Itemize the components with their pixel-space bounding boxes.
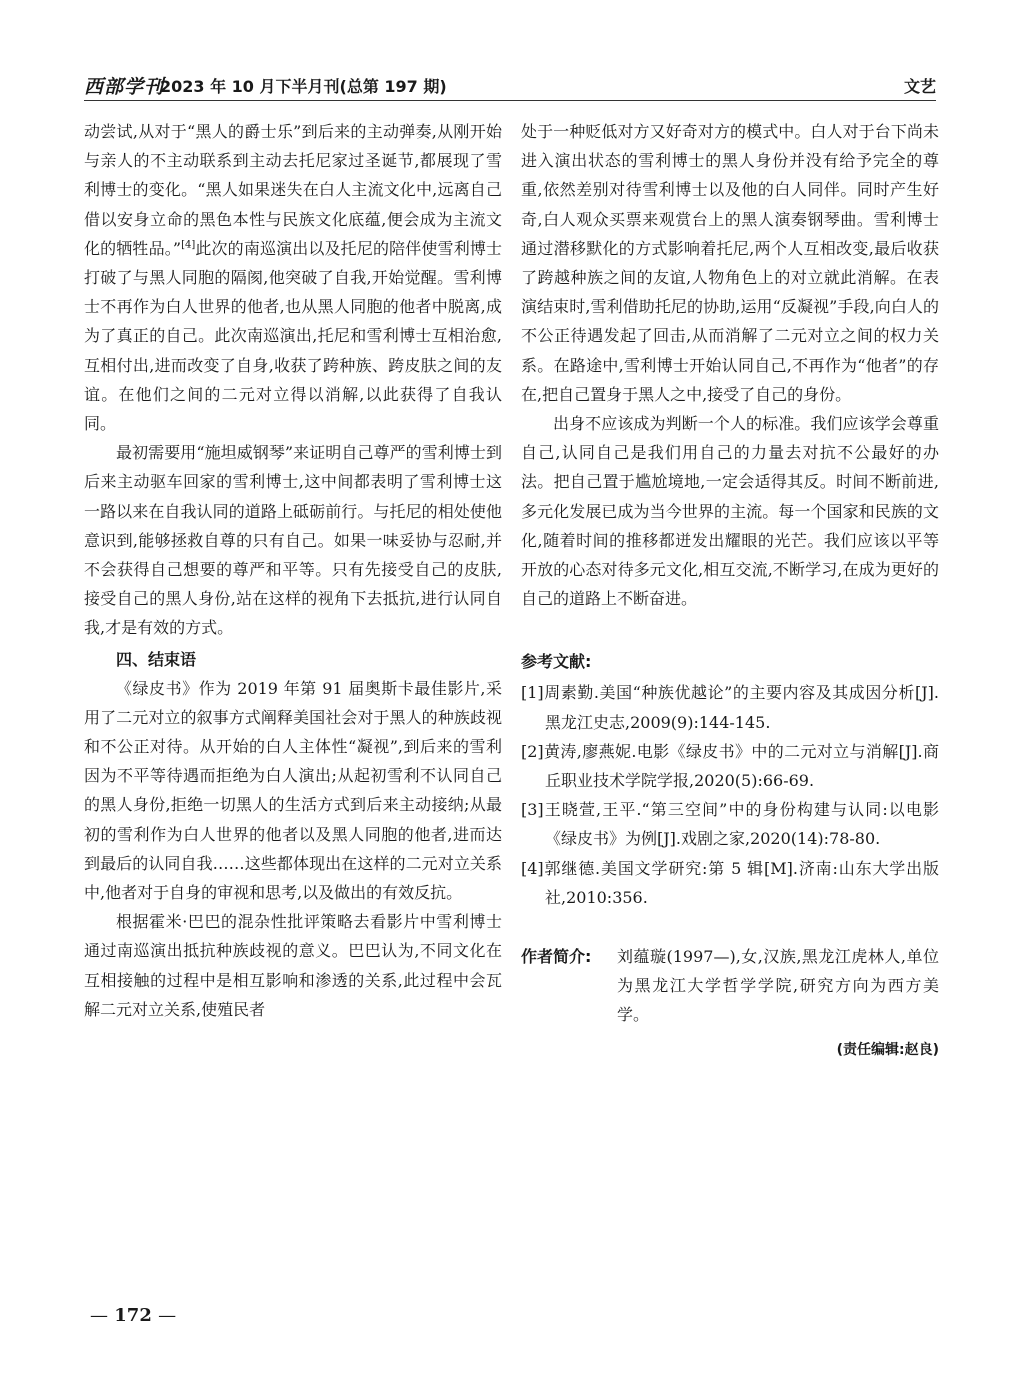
body-paragraph: 《绿皮书》作为 2019 年第 91 届奥斯卡最佳影片,采用了二元对立的叙事方式阐释美国社会对于黑人的种族歧视和不公正对待。从开始的白人主体性“凝视”,到后来的雪利因为不平等待遇而拒绝为白人演出;从起初雪利不认同自己的黑人身份,拒绝一切黑人的生活方式到后来主动接纳;从最初的雪利作为白人世界的他者以及黑人同胞的他者,进而达到最后的认同自我……这些都体现出在这样的二元对立关系中,他者对于自身的审视和思考,以及做出的有效反抗。 xyxy=(84,678,502,903)
section-name: 文艺 xyxy=(903,77,936,96)
issue-info: 2023 年 10 月下半月刊(总第 197 期) xyxy=(160,77,447,96)
editor-note: (责任编辑:赵良) xyxy=(836,1042,939,1059)
body-paragraph: 出身不应该成为判断一个人的标准。我们应该学会尊重自己,认同自己是我们用自己的力量去对抗不公最好的办法。把自己置于尴尬境地,一定会适得其反。时间不断前进,多元化发展已成为当今世界的主流。每一个国家和民族的文化,随着时间的推移都迸发出耀眼的光芒。我们应该以平等开放的心态对待多元文化,相互交流,不断学习,在成为更好的自己的道路上不断奋进。 xyxy=(521,414,939,609)
body-paragraph: 处于一种贬低对方又好奇对方的模式中。白人对于台下尚未进入演出状态的雪利博士的黑人身份并没有给予完全的尊重,依然差别对待雪利博士以及他的白人同伴。同时产生好奇,白人观众买票来观赏台上的黑人演奏钢琴曲。雪利博士通过潜移默化的方式影响着托尼,两个人互相改变,最后收获了跨越种族之间的友谊,人物角色上的对立就此消解。在表演结束时,雪利借助托尼的协助,运用“反凝视”手段,向白人的不公正待遇发起了回击,从而消解了二元对立之间的权力关系。在路途中,雪利博士开始认同自己,不再作为“他者”的存在,把自己置身于黑人之中,接受了自己的身份。 xyxy=(521,122,939,404)
reference-item: [4]郭继德.美国文学研究:第 5 辑[M].济南:山东大学出版社,2010:356. xyxy=(521,858,939,907)
page-footer xyxy=(90,1305,176,1326)
reference-item: [1]周素勤.美国“种族优越论”的主要内容及其成因分析[J].黑龙江史志,2009(9):144-145. xyxy=(521,683,939,732)
section-heading: 四、结束语 xyxy=(116,649,197,669)
paragraph-text: 动尝试,从对于“黑人的爵士乐”到后来的主动弹奏,从刚开始与亲人的不主动联系到主动去托尼家过圣诞节,都展现了雪利博士的变化。“黑人如果迷失在白人主流文化中,远离自己借以安身立命的黑色本性与民族文化底蕴,便会成为主流文化的牺牲品。” xyxy=(84,122,502,258)
right-column xyxy=(521,117,939,1059)
references-title: 参考文献: xyxy=(521,652,592,672)
author-bio xyxy=(521,942,939,1029)
footer-dash: — xyxy=(90,1305,108,1326)
author-label: 作者简介: xyxy=(521,947,592,967)
running-header xyxy=(84,70,936,102)
author-text: 刘蕴璇(1997—),女,汉族,黑龙江虎林人,单位为黑龙江大学哲学学院,研究方向为西方美学。 xyxy=(617,947,939,1025)
reference-item: [3]王晓萱,王平.“第三空间”中的身份构建与认同:以电影《绿皮书》为例[J].戏剧之家,2020(14):78-80. xyxy=(521,800,939,849)
reference-item: [2]黄涛,廖燕妮.电影《绿皮书》中的二元对立与消解[J].商丘职业技术学院学报,2020(5):66-69. xyxy=(521,741,939,791)
citation-marker: [4] xyxy=(181,239,196,251)
page-number: 172 xyxy=(114,1305,152,1326)
left-column xyxy=(84,117,502,1024)
body-paragraph: 最初需要用“施坦威钢琴”来证明自己尊严的雪利博士到后来主动驱车回家的雪利博士,这中间都表明了雪利博士这一路以来在自我认同的道路上砥砺前行。与托尼的相处使他意识到,能够拯救自尊的只有自己。如果一味妥协与忍耐,并不会获得自己想要的尊严和平等。只有先接受自己的皮肤,接受自己的黑人身份,站在这样的视角下去抵抗,进行认同自我,才是有效的方式。 xyxy=(84,443,502,638)
body-paragraph: 根据霍米·巴巴的混杂性批评策略去看影片中雪利博士通过南巡演出抵抗种族歧视的意义。巴巴认为,不同文化在互相接触的过程中是相互影响和渗透的关系,此过程中会瓦解二元对立关系,使殖民者 xyxy=(84,912,502,1019)
paragraph-text: 此次的南巡演出以及托尼的陪伴使雪利博士打破了与黑人同胞的隔阂,他突破了自我,开始觉醒。雪利博士不再作为白人世界的他者,也从黑人同胞的他者中脱离,成为了真正的自己。此次南巡演出,托尼和雪利博士互相治愈,互相付出,进而改变了自身,收获了跨种族、跨皮肤之间的友谊。在他们之间的二元对立得以消解,以此获得了自我认同。 xyxy=(84,238,502,434)
header-rule xyxy=(84,100,936,101)
body-paragraph xyxy=(84,117,502,438)
footer-dash: — xyxy=(158,1305,177,1326)
journal-logo: 西部学刊 xyxy=(84,76,165,98)
